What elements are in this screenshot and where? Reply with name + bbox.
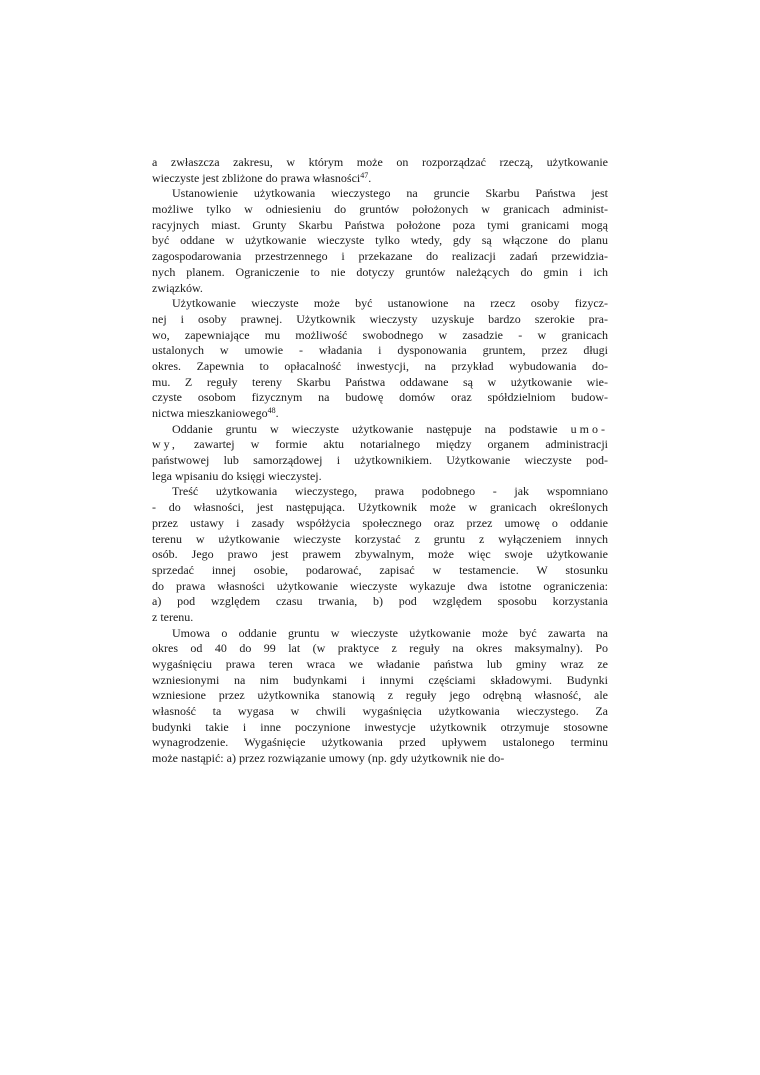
text-segment: okres. Zapewnia to opłacalność inwestycji, na przykład wybudowania do- <box>152 358 608 373</box>
text-line <box>152 516 608 532</box>
text-segment: terenu w użytkowanie wieczyste korzystać z gruntu z wyłączeniem innych <box>152 531 608 546</box>
text-line <box>152 626 608 642</box>
text-segment: - do własności, jest następująca. Użytkownik może w granicach określonych <box>152 500 608 515</box>
text-line <box>152 500 608 516</box>
text-segment: związków. <box>152 280 203 295</box>
text-line <box>152 720 608 736</box>
text-segment: może nastąpić: a) przez rozwiązanie umowy (np. gdy użytkownik nie do- <box>152 751 505 766</box>
text-segment: nych planem. Ograniczenie to nie dotyczy gruntów należących do gmin i ich <box>152 264 608 279</box>
text-line <box>152 422 608 438</box>
text-line <box>152 281 608 297</box>
footnote-reference: 47 <box>360 170 369 180</box>
text-segment: mu. Z reguły tereny Skarbu Państwa oddawane są w użytkowanie wie- <box>152 374 608 389</box>
text-segment: lega wpisaniu do księgi wieczystej. <box>152 468 322 483</box>
text-segment: zagospodarowania przestrzennego i przekazane do realizacji zadań przewidzia- <box>152 249 608 264</box>
text-line <box>152 484 608 500</box>
text-segment: do prawa własności użytkowanie wieczyste wykazuje dwa istotne ograniczenia: <box>152 578 608 593</box>
text-line <box>152 155 608 171</box>
text-segment: racyjnych miast. Grunty Skarbu Państwa położone poza tymi granicami mogą <box>152 217 608 232</box>
text-line <box>152 688 608 704</box>
text-line <box>152 532 608 548</box>
text-segment: wzniesione przez użytkownika stanowią z reguły jego odrębną własność, ale <box>152 688 608 703</box>
text-segment: przez ustawy i zasady współżycia społecznego oraz przez umowę o oddanie <box>152 515 608 530</box>
text-line <box>152 610 608 626</box>
text-line <box>152 735 608 751</box>
text-line <box>152 641 608 657</box>
text-segment: a) pod względem czasu trwania, b) pod względem sposobu korzystania <box>152 594 608 609</box>
text-segment: umo- <box>570 421 608 436</box>
text-segment: wygaśnięciu prawa teren wraca we władanie państwa lub gminy wraz ze <box>152 657 608 671</box>
text-segment: a zwłaszcza zakresu, w którym może on rozporządzać rzeczą, użytkowanie <box>152 155 608 169</box>
text-line <box>152 406 608 422</box>
text-segment: nej i osoby prawnej. Użytkownik wieczysty uzyskuje bardzo szerokie pra- <box>152 311 608 326</box>
text-line <box>152 312 608 328</box>
text-segment: budynki takie i inne poczynione inwestycje użytkownik otrzymuje stosowne <box>152 719 608 734</box>
text-segment: być oddane w użytkowanie wieczyste tylko wtedy, gdy są włączone do planu <box>152 233 608 248</box>
text-line <box>152 359 608 375</box>
text-segment: osób. Jego prawo jest prawem zbywalnym, może więc swoje użytkowanie <box>152 547 608 562</box>
text-segment: . <box>368 170 372 185</box>
text-segment: okres od 40 do 99 lat (w praktyce z reguły na okres maksymalny). Po <box>152 641 608 656</box>
text-segment: ustalonych w umowie - władania i dysponowania gruntem, przez długi <box>152 343 608 358</box>
text-line <box>152 579 608 595</box>
text-line <box>152 704 608 720</box>
text-segment: wynagrodzenie. Wygaśnięcie użytkowania przed upływem ustalonego terminu <box>152 735 608 750</box>
text-segment: Umowa o oddanie gruntu w wieczyste użytkowanie może być zawarta na <box>172 625 608 640</box>
text-segment: z terenu. <box>152 609 194 624</box>
text-line <box>152 249 608 265</box>
text-line <box>152 328 608 344</box>
text-line <box>152 171 608 187</box>
text-segment: wieczyste jest zbliżone do prawa własności <box>152 170 361 185</box>
text-segment: nictwa mieszkaniowego <box>152 406 268 420</box>
text-line <box>152 751 608 767</box>
footnote-reference: 48 <box>267 406 276 415</box>
text-segment: możliwe tylko w odniesieniu do gruntów położonych w granicach administ- <box>152 202 608 217</box>
text-line <box>152 202 608 218</box>
text-line <box>152 453 608 469</box>
text-segment: Treść użytkowania wieczystego, prawa podobnego - jak wspomniano <box>172 484 608 499</box>
text-segment: Oddanie gruntu w wieczyste użytkowanie następuje na podstawie <box>172 421 571 436</box>
text-line <box>152 563 608 579</box>
text-segment: sprzedać innej osobie, podarować, zapisać w testamencie. W stosunku <box>152 562 608 577</box>
text-line <box>152 375 608 391</box>
document-text-block <box>152 155 608 767</box>
text-line <box>152 218 608 234</box>
text-segment: własność ta wygasa w chwili wygaśnięcia użytkowania wieczystego. Za <box>152 704 608 719</box>
text-segment: wo, zapewniające mu możliwość swobodnego w zasadzie - w granicach <box>152 327 608 342</box>
text-line <box>152 594 608 610</box>
text-line <box>152 673 608 689</box>
text-segment: zawartej w formie aktu notarialnego między organem administracji <box>177 437 608 452</box>
text-segment: wzniesionymi na nim budynkami i innymi częściami składowymi. Budynki <box>152 672 608 687</box>
text-line <box>152 186 608 202</box>
text-line <box>152 469 608 485</box>
text-line <box>152 437 608 453</box>
text-segment: Ustanowienie użytkowania wieczystego na gruncie Skarbu Państwa jest <box>172 186 608 201</box>
text-line <box>152 657 608 673</box>
text-line <box>152 547 608 563</box>
text-segment: Użytkowanie wieczyste może być ustanowione na rzecz osoby fizycz- <box>172 296 608 311</box>
text-line <box>152 390 608 406</box>
text-line <box>152 296 608 312</box>
text-segment: czyste osobom fizycznym na budowę domów oraz spółdzielniom budow- <box>152 390 608 405</box>
text-segment: państwowej lub samorządowej i użytkownikiem. Użytkowanie wieczyste pod- <box>152 453 608 468</box>
text-line <box>152 233 608 249</box>
text-segment: . <box>275 406 279 420</box>
text-line <box>152 265 608 281</box>
text-line <box>152 343 608 359</box>
text-segment: wy, <box>152 437 178 452</box>
